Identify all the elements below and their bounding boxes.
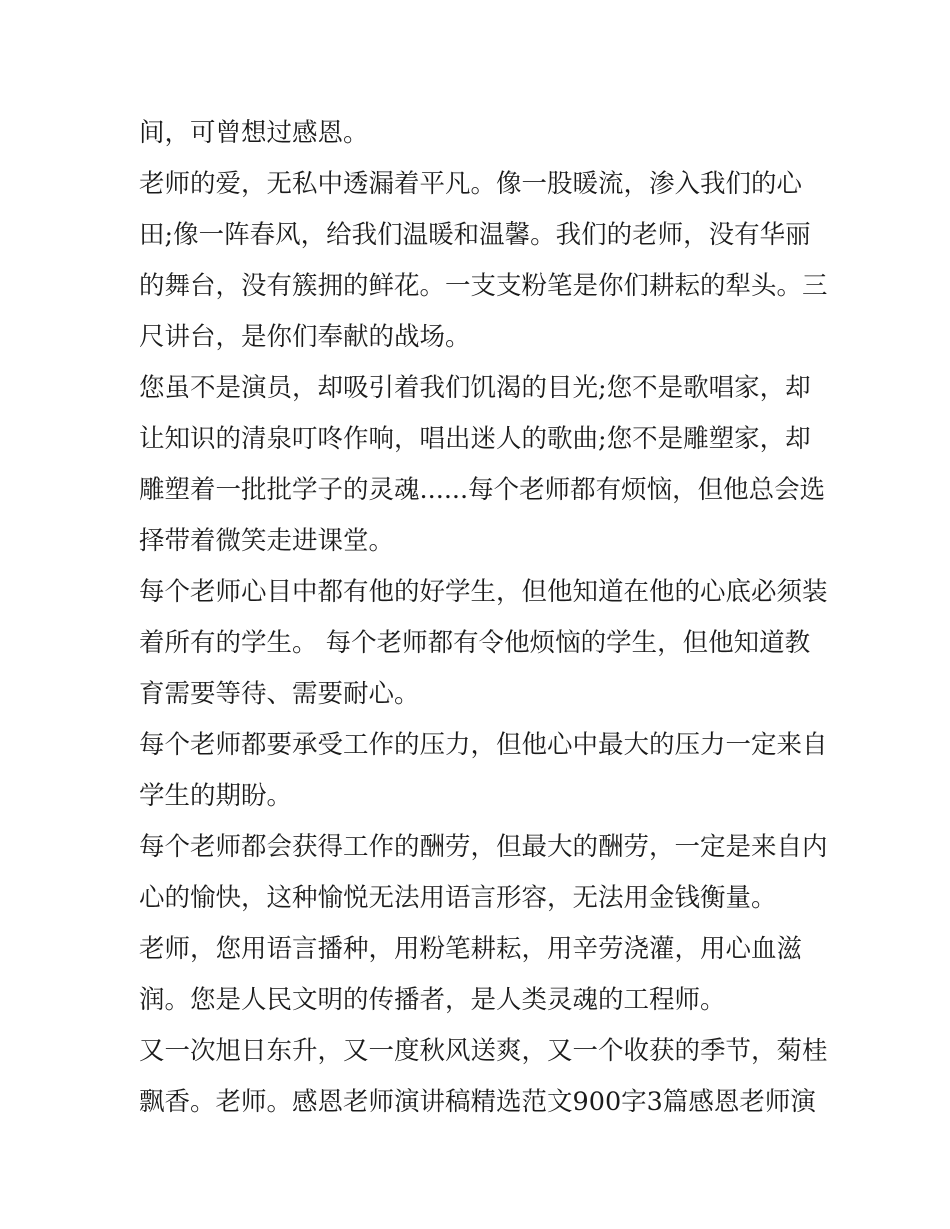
text-line: 着所有的学生。 每个老师都有令他烦恼的学生，但他知道教 — [139, 628, 811, 658]
text-line: 心的愉快，这种愉悦无法用语言形容，无法用金钱衡量。 — [139, 883, 777, 913]
text-line: 又一次旭日东升，又一度秋风送爽，又一个收获的季节，菊桂 — [139, 1036, 828, 1066]
text-line: 老师的爱，无私中透漏着平凡。像一股暖流，渗入我们的心 — [139, 169, 803, 199]
text-line: 择带着微笑走进课堂。 — [139, 526, 395, 556]
text-line: 学生的期盼。 — [139, 781, 293, 811]
text-line: 飘香。老师。感恩老师演讲稿精选范文900字3篇感恩老师演 — [139, 1087, 816, 1117]
text-line: 田;像一阵春风，给我们温暖和温馨。我们的老师，没有华丽 — [139, 220, 811, 250]
text-line: 让知识的清泉叮咚作响，唱出迷人的歌曲;您不是雕塑家，却 — [139, 424, 811, 454]
text-line: 润。您是人民文明的传播者，是人类灵魂的工程师。 — [139, 985, 726, 1015]
document-body — [139, 108, 828, 1128]
text-line: 尺讲台，是你们奉献的战场。 — [139, 322, 471, 352]
text-line: 育需要等待、需要耐心。 — [139, 679, 420, 709]
text-line: 每个老师都会获得工作的酬劳，但最大的酬劳，一定是来自内 — [139, 832, 828, 862]
text-line: 的舞台，没有簇拥的鲜花。一支支粉笔是你们耕耘的犁头。三 — [139, 271, 828, 301]
text-line: 老师，您用语言播种，用粉笔耕耘，用辛劳浇灌，用心血滋 — [139, 934, 803, 964]
text-line: 间，可曾想过感恩。 — [139, 118, 369, 148]
text-line: 每个老师心目中都有他的好学生，但他知道在他的心底必须装 — [139, 577, 828, 607]
text-line: 雕塑着一批批学子的灵魂......每个老师都有烦恼，但他总会选 — [139, 475, 826, 505]
text-line: 每个老师都要承受工作的压力，但他心中最大的压力一定来自 — [139, 730, 828, 760]
text-line: 您虽不是演员，却吸引着我们饥渴的目光;您不是歌唱家，却 — [139, 373, 811, 403]
